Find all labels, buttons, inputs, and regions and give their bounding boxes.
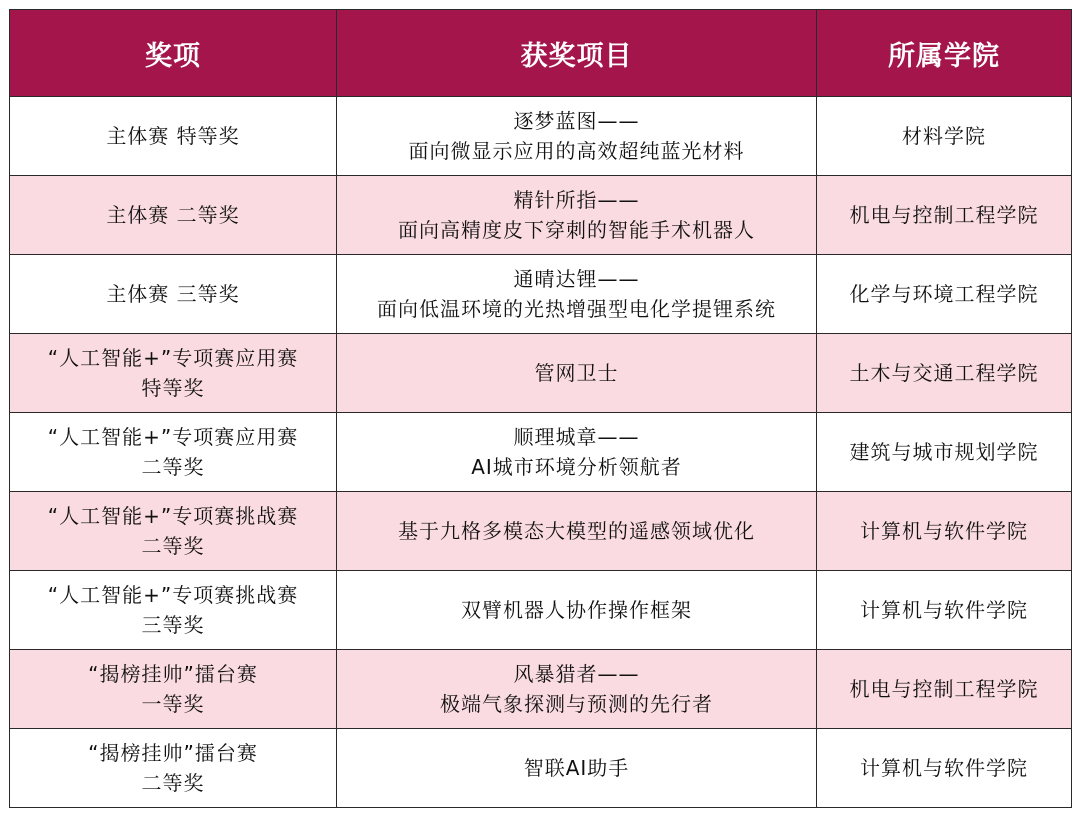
project-cell (337, 255, 817, 334)
project-cell (337, 650, 817, 729)
college-text: 化学与环境工程学院 (849, 282, 1039, 306)
awards-table (9, 9, 1072, 808)
table-row (10, 255, 1072, 334)
award-text: “揭榜挂帅”擂台赛 (88, 741, 258, 765)
project-cell (337, 571, 817, 650)
college-cell (817, 255, 1072, 334)
project-cell (337, 729, 817, 808)
award-text: “揭榜挂帅”擂台赛 (88, 662, 258, 686)
project-text: 风暴猎者—— (513, 662, 640, 686)
project-text: 基于九格多模态大模型的遥感领域优化 (398, 519, 755, 543)
award-cell (10, 650, 337, 729)
table-row (10, 492, 1072, 571)
award-text: “人工智能+”专项赛应用赛 (47, 425, 299, 449)
table-row (10, 571, 1072, 650)
award-text: “人工智能+”专项赛挑战赛 (47, 583, 299, 607)
award-cell (10, 97, 337, 176)
award-cell (10, 176, 337, 255)
project-text: 面向低温环境的光热增强型电化学提锂系统 (377, 297, 776, 321)
project-text: 通晴达锂—— (513, 267, 640, 291)
college-cell (817, 492, 1072, 571)
project-cell (337, 492, 817, 571)
header-college: 所属学院 (817, 10, 1072, 97)
award-text: 主体赛 特等奖 (106, 124, 240, 148)
college-text: 机电与控制工程学院 (849, 203, 1039, 227)
award-text: 三等奖 (141, 613, 205, 637)
award-text: 特等奖 (141, 376, 205, 400)
table-row (10, 729, 1072, 808)
college-text: 机电与控制工程学院 (849, 677, 1039, 701)
award-text: 主体赛 三等奖 (106, 282, 240, 306)
college-text: 计算机与软件学院 (860, 519, 1028, 543)
award-text: 主体赛 二等奖 (106, 203, 240, 227)
project-text: AI城市环境分析领航者 (471, 455, 682, 479)
project-cell (337, 176, 817, 255)
project-text: 管网卫士 (534, 361, 619, 385)
project-text: 智联AI助手 (523, 756, 630, 780)
table-row (10, 176, 1072, 255)
college-cell (817, 97, 1072, 176)
header-project: 获奖项目 (337, 10, 817, 97)
award-cell (10, 729, 337, 808)
table-row (10, 334, 1072, 413)
college-cell (817, 176, 1072, 255)
award-text: 一等奖 (141, 692, 205, 716)
award-cell (10, 571, 337, 650)
award-text: 二等奖 (141, 534, 205, 558)
award-text: “人工智能+”专项赛应用赛 (47, 346, 299, 370)
college-text: 计算机与软件学院 (860, 756, 1028, 780)
award-text: 二等奖 (141, 455, 205, 479)
project-cell (337, 334, 817, 413)
table-row (10, 650, 1072, 729)
award-cell (10, 492, 337, 571)
project-cell (337, 97, 817, 176)
award-text: 二等奖 (141, 771, 205, 795)
college-cell (817, 334, 1072, 413)
award-cell (10, 255, 337, 334)
college-text: 土木与交通工程学院 (849, 361, 1039, 385)
table-header (10, 10, 1072, 97)
award-cell (10, 413, 337, 492)
college-text: 计算机与软件学院 (860, 598, 1028, 622)
header-row (10, 10, 1072, 97)
table-body (10, 97, 1072, 808)
college-cell (817, 729, 1072, 808)
project-text: 面向高精度皮下穿刺的智能手术机器人 (398, 218, 755, 242)
project-cell (337, 413, 817, 492)
project-text: 顺理城章—— (513, 425, 640, 449)
project-text: 精针所指—— (513, 188, 640, 212)
project-text: 极端气象探测与预测的先行者 (440, 692, 713, 716)
table-row (10, 413, 1072, 492)
project-text: 双臂机器人协作操作框架 (461, 598, 692, 622)
project-text: 逐梦蓝图—— (513, 109, 640, 133)
college-cell (817, 571, 1072, 650)
college-text: 建筑与城市规划学院 (849, 440, 1039, 464)
table-row (10, 97, 1072, 176)
award-text: “人工智能+”专项赛挑战赛 (47, 504, 299, 528)
college-cell (817, 413, 1072, 492)
award-cell (10, 334, 337, 413)
header-award: 奖项 (10, 10, 337, 97)
college-cell (817, 650, 1072, 729)
college-text: 材料学院 (902, 124, 986, 148)
project-text: 面向微显示应用的高效超纯蓝光材料 (408, 139, 745, 163)
